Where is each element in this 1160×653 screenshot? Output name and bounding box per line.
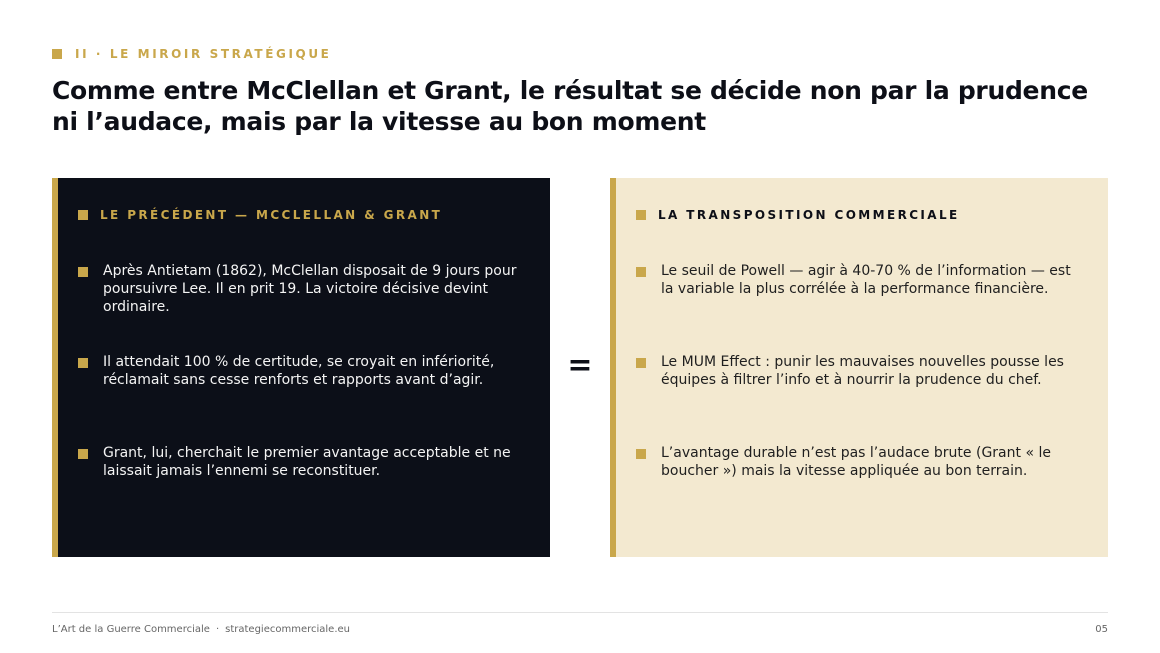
precedent-heading xyxy=(78,208,442,222)
section-label: II · LE MIROIR STRATÉGIQUE xyxy=(75,47,332,61)
square-bullet-icon xyxy=(78,358,88,368)
square-bullet-icon xyxy=(636,358,646,368)
section-tag xyxy=(52,47,331,61)
equals-separator: = xyxy=(567,348,593,383)
list-item-text: Après Antietam (1862), McClellan disposait de 9 jours pour poursuivre Lee. Il en prit 19. La victoire décisive devint ordinaire. xyxy=(103,263,517,315)
list-item xyxy=(636,353,1076,389)
precedent-panel xyxy=(52,178,550,557)
footer-divider xyxy=(52,612,1108,613)
transposition-heading-label: LA TRANSPOSITION COMMERCIALE xyxy=(658,208,960,222)
list-item xyxy=(78,444,518,480)
square-bullet-icon xyxy=(78,267,88,277)
list-item xyxy=(636,262,1076,298)
transposition-heading xyxy=(636,208,960,222)
square-bullet-icon xyxy=(636,267,646,277)
slide-title: Comme entre McClellan et Grant, le résultat se décide non par la prudence ni l’audace, mais par la vitesse au bon moment xyxy=(52,76,1088,136)
square-bullet-icon xyxy=(78,210,88,220)
square-bullet-icon xyxy=(52,49,62,59)
list-item xyxy=(78,262,518,316)
list-item xyxy=(636,444,1076,480)
list-item xyxy=(78,353,518,389)
list-item-text: Il attendait 100 % de certitude, se croyait en infériorité, réclamait sans cesse renforts et rapports avant d’agir. xyxy=(103,354,495,388)
transposition-panel xyxy=(610,178,1108,557)
footer-separator: · xyxy=(215,624,220,635)
footer-credits xyxy=(52,624,350,635)
list-item-text: Le MUM Effect : punir les mauvaises nouvelles pousse les équipes à filtrer l’info et à nourrir la prudence du chef. xyxy=(661,354,1064,388)
list-item-text: Le seuil de Powell — agir à 40-70 % de l’information — est la variable la plus corrélée à la performance financière. xyxy=(661,263,1071,297)
footer-brand: L’Art de la Guerre Commerciale xyxy=(52,624,210,635)
page-number: 05 xyxy=(1095,624,1108,635)
list-item-text: L’avantage durable n’est pas l’audace brute (Grant « le boucher ») mais la vitesse appliquée au bon terrain. xyxy=(661,445,1051,479)
square-bullet-icon xyxy=(636,210,646,220)
square-bullet-icon xyxy=(636,449,646,459)
list-item-text: Grant, lui, cherchait le premier avantage acceptable et ne laissait jamais l’ennemi se reconstituer. xyxy=(103,445,511,479)
square-bullet-icon xyxy=(78,449,88,459)
precedent-heading-label: LE PRÉCÉDENT — MCCLELLAN & GRANT xyxy=(100,208,443,222)
footer-site: strategiecommerciale.eu xyxy=(225,624,350,635)
